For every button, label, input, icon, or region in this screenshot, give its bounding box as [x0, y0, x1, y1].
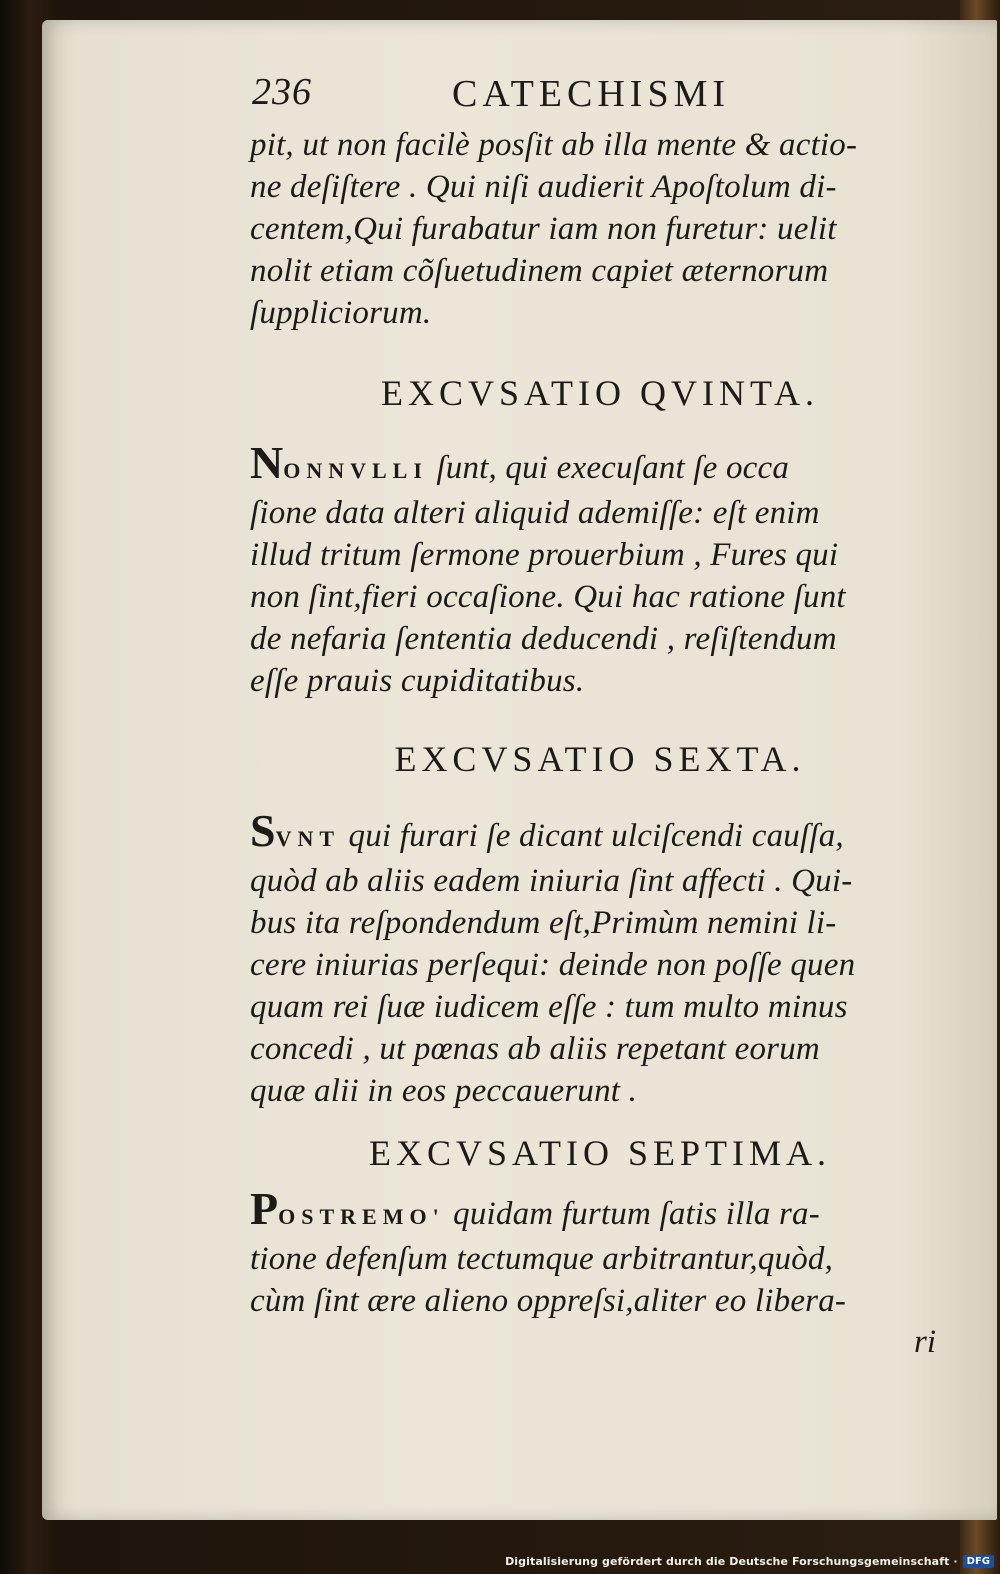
text-line: cùm ſint ære alieno oppreſsi,aliter eo libera- [250, 1283, 847, 1319]
initial-letter: S [250, 805, 276, 856]
catchword: ri [913, 1324, 936, 1360]
small-caps-word: OSTREMO' [278, 1204, 445, 1229]
small-caps-word: ONNVLLI [283, 458, 428, 483]
section-heading: EXCVSATIO SEXTA. [394, 739, 806, 779]
page-number: 236 [252, 71, 312, 113]
text-line: tione defenſum tectumque arbitrantur,quòd, [250, 1241, 834, 1277]
text-line: bus ita reſpondendum eſt,Primùm nemini li- [250, 905, 837, 941]
dfg-logo-icon: DFG [963, 1555, 994, 1568]
text-line: qui furari ſe dicant ulciſcendi cauſſa, [340, 818, 844, 854]
first-line [250, 437, 950, 492]
digitization-footer [505, 1548, 1000, 1574]
text-line: quam rei ſuæ iudicem eſſe : tum multo minus [250, 989, 848, 1025]
section-quinta [250, 372, 950, 702]
text-line: centem,Qui furabatur iam non furetur: uelit [250, 211, 837, 247]
text-line: ſunt, qui execuſant ſe occa [427, 450, 790, 486]
text-line: illud tritum ſermone prouerbium , Fures qui [250, 537, 839, 573]
page-header [250, 62, 950, 122]
section-septima [250, 1132, 950, 1322]
text-line: pit, ut non facilè posſit ab illa mente & actio- [250, 127, 858, 163]
text-line: ne deſiſtere . Qui niſi audierit Apoſtolum di- [250, 169, 837, 205]
section-heading: EXCVSATIO QVINTA. [380, 373, 820, 413]
section-heading: EXCVSATIO SEPTIMA. [368, 1133, 832, 1173]
intro-paragraph [250, 124, 950, 334]
text-line: concedi , ut pœnas ab aliis repetant eorum [250, 1031, 820, 1067]
text-line: quòd ab aliis eadem iniuria ſint affecti . Qui- [250, 863, 853, 899]
text-line: eſſe prauis cupiditatibus. [250, 663, 585, 699]
initial-letter: N [250, 437, 284, 488]
footer-credit: Digitalisierung gefördert durch die Deutsche Forschungsgemeinschaft · [505, 1554, 958, 1568]
page-text [250, 62, 950, 1361]
initial-letter: P [250, 1183, 279, 1234]
text-line: cere iniurias perſequi: deinde non poſſe quen [250, 947, 856, 983]
text-line: nolit etiam cõſuetudinem capiet æternorum [250, 253, 829, 289]
first-line [250, 1183, 950, 1238]
text-line: non ſint,fieri occaſione. Qui hac ratione ſunt [250, 579, 846, 615]
small-caps-word: VNT [275, 826, 341, 851]
text-line: ſuppliciorum. [250, 295, 432, 331]
text-line: de nefaria ſententia deducendi , reſiſtendum [250, 621, 837, 657]
text-line: quidam furtum ſatis illa ra- [444, 1196, 820, 1232]
running-title: CATECHISMI [452, 73, 731, 115]
text-line: ſione data alteri aliquid ademiſſe: eſt enim [250, 495, 820, 531]
section-sexta [250, 738, 950, 1112]
first-line [250, 805, 950, 860]
text-line: quæ alii in eos peccauerunt . [250, 1073, 638, 1109]
